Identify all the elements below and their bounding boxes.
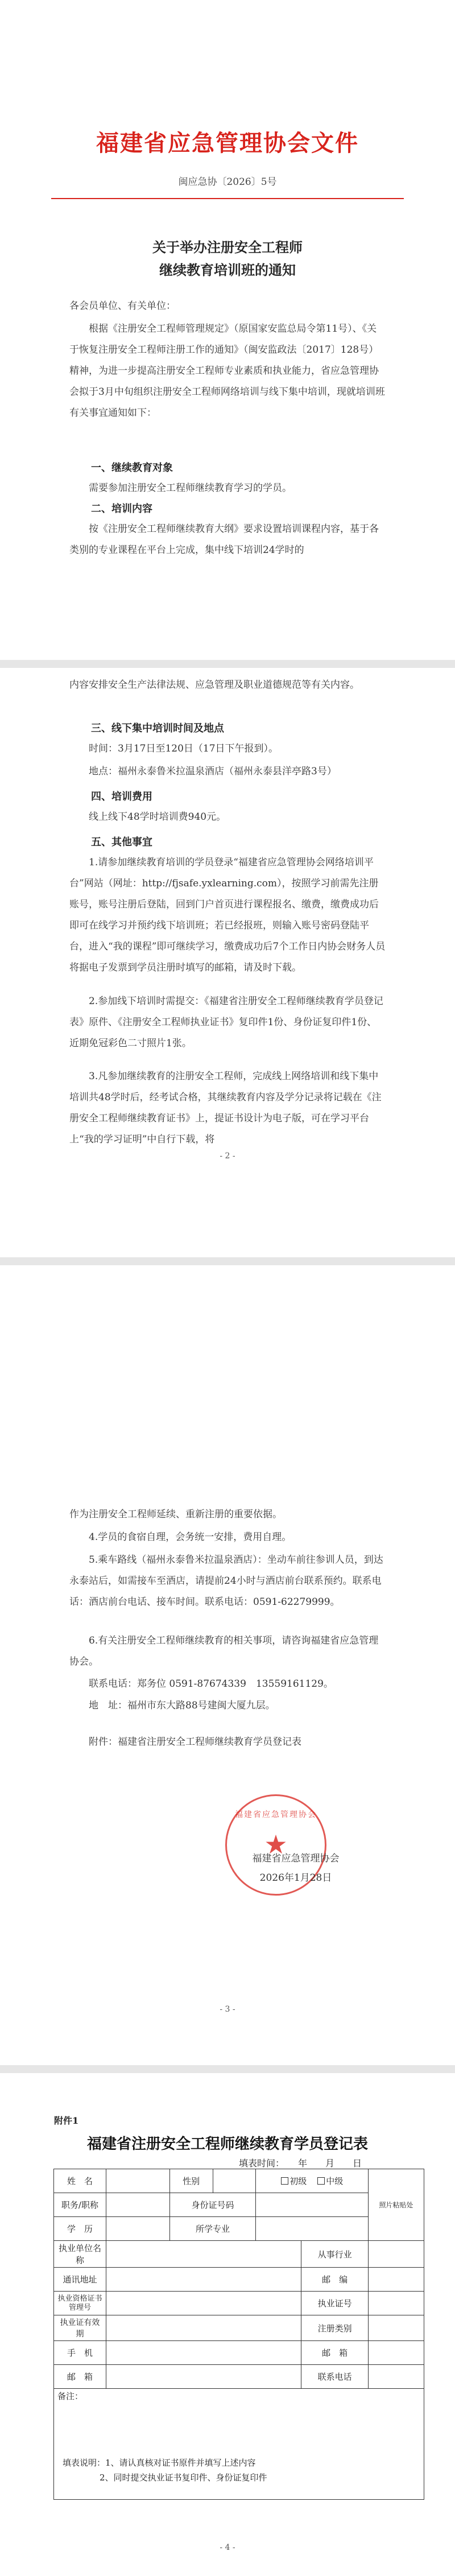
form-note-2: 2、同时提交执业证书复印件、身份证复印件	[100, 2472, 267, 2483]
section-3-heading: 三、线下集中培训时间及地点	[91, 723, 224, 734]
other-item-4: 4.学员的食宿自理，会务统一安排，费用自理。	[89, 1531, 292, 1543]
training-time: 时间：3月17日至120日（17日下午报到）。	[89, 743, 279, 754]
other-item-2: 2.参加线下培训时需提交：《福建省注册安全工程师继续教育学员登记表》原件、《注册安全工程师执业证书》复印件1份、身份证复印件1份、近期免冠彩色二寸照片1张。	[69, 996, 383, 1049]
name-field[interactable]	[106, 2169, 169, 2193]
mail-address-label: 通讯地址	[54, 2268, 106, 2292]
form-title: 福建省注册安全工程师继续教育学员登记表	[86, 2136, 368, 2153]
page-gap	[0, 2065, 455, 2073]
mobile-label: 手 机	[54, 2341, 106, 2365]
other-item-1: 1.请参加继续教育培训的学员登录“福建省应急管理协会网络培训平台”网站（网址：http://fjsafe.yxlearning.com），按照学习前需先注册账号，账号注册后登陆，回到门户首页进行课程报名、缴费，缴费成功后即可在线学习并预约线下培训班；若已经报班，则输入账号密码登陆平台，进入“我的课程”即可继续学习，缴费成功后7个工作日内协会财务人员将据电子发票到学员注册时填写的邮箱，请及时下载。	[69, 857, 386, 973]
cert-no-field[interactable]	[106, 2292, 301, 2315]
level-junior-checkbox[interactable]	[281, 2177, 288, 2185]
notice-title-line1: 关于举办注册安全工程师	[152, 239, 303, 255]
postcode-field[interactable]	[369, 2268, 424, 2292]
remarks-label: 备注：	[57, 2391, 84, 2401]
fill-date: 填表时间： 年 月 日	[239, 2158, 362, 2169]
contact-address: 地 址：福州市东大路88号建闽大厦九层。	[89, 1700, 275, 1711]
contact-phone: 联系电话：郑务位 0591-87674339 13559161129。	[89, 1678, 333, 1690]
section-5-heading: 五、其他事宜	[91, 836, 152, 848]
industry-label: 从事行业	[301, 2241, 369, 2268]
table-row	[54, 2341, 424, 2365]
email-label: 邮 箱	[301, 2341, 369, 2365]
other-item-3-cont: 作为注册安全工程师延续、重新注册的重要依据。	[69, 1509, 282, 1520]
gender-label: 性别	[169, 2169, 213, 2193]
section-1-text: 需要参加注册安全工程师继续教育学习的学员。	[89, 482, 292, 494]
employer-label: 执业单位名称	[54, 2241, 106, 2268]
page-2	[0, 668, 455, 1260]
section-2-heading: 二、培训内容	[91, 503, 152, 515]
notice-title-line2: 继续教育培训班的通知	[159, 262, 296, 278]
mail-address-field[interactable]	[106, 2268, 301, 2292]
section-2-text: 按《注册安全工程师继续教育大纲》要求设置培训课程内容，基于各类别的专业课程在平台上完成，集中线下培训24学时的	[69, 523, 379, 556]
intro-paragraph: 根据《注册安全工程师管理规定》（原国家安监总局令第11号）、《关于恢复注册安全工程师注册工作的通知》（闽安监政法〔2017〕128号）精神，为进一步提高注册安全工程师专业素质和执业能力，省应急管理协会拟于3月中旬组织注册安全工程师网络培训与线下集中培训，现就培训班有关事宜通知如下：	[69, 323, 385, 419]
position-label: 职务/职称	[54, 2193, 106, 2217]
registration-form-table	[53, 2169, 424, 2500]
practice-valid-field[interactable]	[106, 2315, 301, 2341]
practice-no-label: 执业证号	[301, 2292, 369, 2315]
section-4-heading: 四、培训费用	[91, 791, 152, 803]
page-gap	[0, 660, 455, 668]
page-number-4: - 4 -	[220, 2543, 235, 2552]
other-item-5: 5.乘车路线（福州永泰鲁米拉温泉酒店）：坐动车前往参训人员，到达永泰站后，如需接车至酒店，请提前24小时与酒店前台联系预约。联系电话：酒店前台电话、接车时间。联系电话：0591-62279999。	[69, 1554, 383, 1608]
table-row	[54, 2169, 424, 2193]
page-number-3: - 3 -	[220, 2005, 235, 2014]
industry-field[interactable]	[369, 2241, 424, 2268]
id-number-label: 身份证号码	[169, 2193, 256, 2217]
education-label: 学 历	[54, 2217, 106, 2241]
level-checkboxes	[256, 2169, 369, 2193]
table-row	[54, 2292, 424, 2315]
education-field[interactable]	[106, 2217, 169, 2241]
section-1-heading: 一、继续教育对象	[91, 462, 173, 474]
form-note-1: 填表说明：1、请认真核对证书原件并填写上述内容	[63, 2458, 256, 2468]
email-label-2: 邮 箱	[54, 2365, 106, 2389]
table-row	[54, 2315, 424, 2341]
attachment-line: 附件：福建省注册安全工程师继续教育学员登记表	[89, 1736, 301, 1748]
phone-label: 联系电话	[301, 2365, 369, 2389]
red-divider-line	[51, 198, 404, 199]
reg-type-label: 注册类别	[301, 2315, 369, 2341]
name-label: 姓 名	[54, 2169, 106, 2193]
mobile-field[interactable]	[106, 2341, 301, 2365]
cert-no-label: 执业资格证书管理号	[54, 2292, 106, 2315]
other-item-3: 3.凡参加继续教育的注册安全工程师，完成线上网络培训和线下集中培训共48学时后，经考试合格，其继续教育内容及学分记录将记载在《注册安全工程师继续教育证书》上，提证书设计为电子版，可在学习平台上“我的学习证明”中自行下载，将	[69, 1071, 382, 1145]
annex-label: 附件1	[54, 2115, 79, 2126]
major-field[interactable]	[256, 2217, 369, 2241]
document-number: 闽应急协〔2026〕5号	[178, 176, 277, 188]
training-place: 地点：福州永泰鲁米拉温泉酒店（福州永泰县洋亭路3号）	[89, 766, 337, 777]
postcode-label: 邮 编	[301, 2268, 369, 2292]
reg-type-field[interactable]	[369, 2315, 424, 2341]
page-1	[0, 0, 455, 569]
seal-org-text: 福建省应急管理协会	[235, 1810, 317, 1819]
section-2-text-cont: 内容安排安全生产法律法规、应急管理及职业道德规范等有关内容。	[69, 679, 359, 691]
phone-field[interactable]	[369, 2365, 424, 2389]
page-number-2: - 2 -	[220, 1151, 235, 1161]
table-row	[54, 2268, 424, 2292]
position-field[interactable]	[106, 2193, 169, 2217]
id-number-field[interactable]	[256, 2193, 369, 2217]
signature-org: 福建省应急管理协会	[252, 1853, 340, 1864]
email-field[interactable]	[369, 2341, 424, 2365]
level-mid-label: 中级	[326, 2176, 344, 2186]
seal-star-icon: ★	[264, 1829, 288, 1860]
signature-date: 2026年1月28日	[259, 1872, 332, 1884]
page-gap	[0, 1257, 455, 1265]
training-fee: 线上线下48学时培训费940元。	[89, 811, 226, 823]
table-row	[54, 2365, 424, 2389]
level-mid-checkbox[interactable]	[317, 2177, 325, 2185]
page-3	[0, 1265, 455, 2062]
email-field-2[interactable]	[106, 2365, 301, 2389]
practice-valid-label: 执业证有效期	[54, 2315, 106, 2341]
level-junior-label: 初级	[289, 2176, 307, 2186]
major-label: 所学专业	[169, 2217, 256, 2241]
org-document-header: 福建省应急管理协会文件	[96, 130, 359, 156]
salutation: 各会员单位、有关单位：	[69, 300, 176, 312]
table-row	[54, 2241, 424, 2268]
gender-field[interactable]	[213, 2169, 256, 2193]
photo-box[interactable]: 照片粘贴处	[369, 2169, 424, 2241]
practice-no-field[interactable]	[369, 2292, 424, 2315]
employer-field[interactable]	[106, 2241, 301, 2268]
other-item-6: 6.有关注册安全工程师继续教育的相关事项，请咨询福建省应急管理协会。	[69, 1635, 379, 1667]
